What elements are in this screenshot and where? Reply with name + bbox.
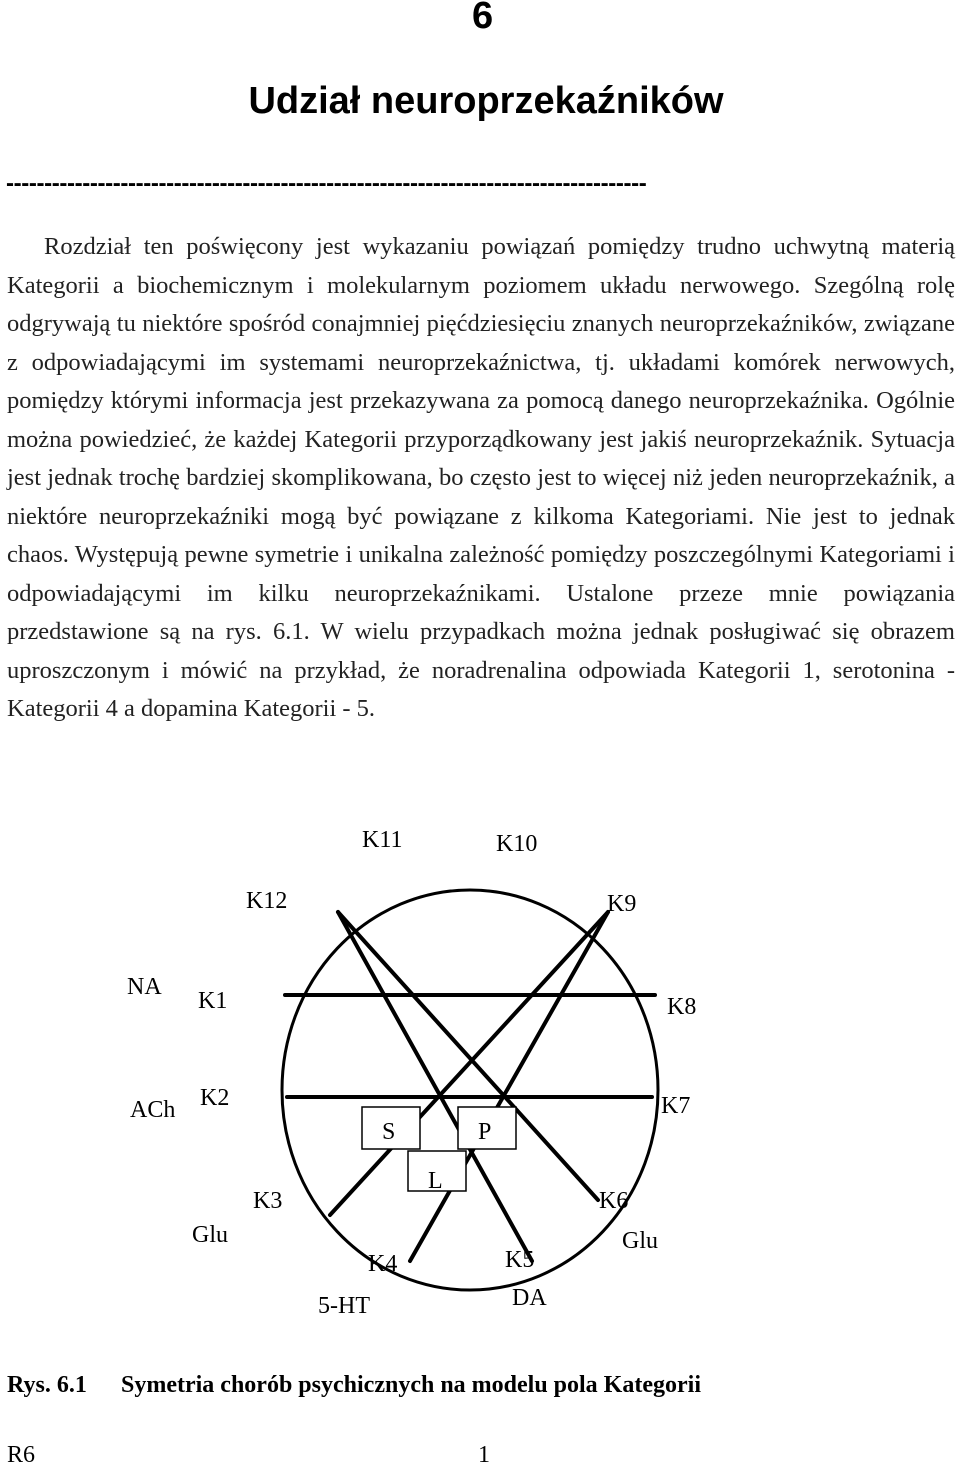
label-box-p: P bbox=[478, 1119, 492, 1145]
footer-chapter-code: R6 bbox=[7, 1442, 36, 1468]
chapter-title: Udział neuroprzekaźników bbox=[248, 80, 724, 122]
label-k1: K1 bbox=[198, 988, 228, 1014]
k12-k5-line bbox=[338, 912, 532, 1261]
k9-k4-line bbox=[410, 912, 608, 1261]
label-k12: K12 bbox=[246, 888, 288, 914]
label-k7: K7 bbox=[661, 1093, 691, 1119]
category-field-circle bbox=[282, 890, 658, 1290]
label-k8: K8 bbox=[667, 994, 697, 1020]
label-k3: K3 bbox=[253, 1188, 283, 1214]
label-box-s: S bbox=[382, 1119, 396, 1145]
figure-caption bbox=[7, 1371, 947, 1399]
label-k10: K10 bbox=[496, 831, 538, 857]
label-ach: ACh bbox=[130, 1097, 176, 1123]
chapter-number-text: 6 bbox=[472, 0, 494, 37]
category-field-drawing bbox=[0, 815, 960, 1335]
label-da: DA bbox=[512, 1285, 547, 1311]
footer-page-number: 1 bbox=[478, 1442, 490, 1468]
label-glu-left: Glu bbox=[192, 1222, 228, 1248]
dashed-separator: ------------------------------------------------------------------------------------ bbox=[6, 170, 647, 197]
chapter-number bbox=[0, 0, 960, 40]
label-k4: K4 bbox=[368, 1251, 398, 1277]
label-na: NA bbox=[127, 974, 162, 1000]
body-paragraph: Rozdział ten poświęcony jest wykazaniu powiązań pomiędzy trudno uchwytną materią Kategorii a biochemicznym i molekularnym poziomem układu nerwowego. Szególną rolę odgrywają tu niektóre spośród conajmniej pięćdziesięciu znanych neuroprzekaźników, związane z odpowiadającymi im systemami neuroprzekaźnictwa, tj. układami komórek nerwowych, pomiędzy którymi informacja jest przekazywana za pomocą danego neuroprzekaźnika. Ogólnie można powiedzieć, że każdej Kategorii przyporządkowany jest jakiś neuroprzekaźnik. Sytuacja jest jednak trochę bardziej skomplikowana, bo często jest to więcej niż jeden neuroprzekaźnik, a niektóre neuroprzekaźniki mogą być powiązane z kilkoma Kategoriami. Nie jest to jednak chaos. Występują pewne symetrie i unikalna zależność pomiędzy poszczególnymi Kategoriami i odpowiadającymi im kilku neuroprzekaźnikami. Ustalone przeze mnie powiązania przedstawione są na rys. 6.1. W wielu przypadkach można jednak posługiwać się obrazem uproszczonym i mówić na przykład, że noradrenalina odpowiada Kategorii 1, serotonina - Kategorii 4 a dopamina Kategorii - 5. bbox=[7, 233, 955, 722]
category-field-diagram bbox=[0, 815, 960, 1335]
figure-caption-text: Symetria chorób psychicznych na modelu pola Kategorii bbox=[121, 1372, 701, 1398]
label-k9: K9 bbox=[607, 891, 637, 917]
label-k11: K11 bbox=[362, 827, 403, 853]
figure-number: Rys. 6.1 bbox=[7, 1372, 87, 1398]
label-5ht: 5-HT bbox=[318, 1293, 370, 1319]
label-k2: K2 bbox=[200, 1085, 230, 1111]
label-k5: K5 bbox=[505, 1247, 535, 1273]
label-k6: K6 bbox=[599, 1188, 629, 1214]
label-glu-right: Glu bbox=[622, 1228, 658, 1254]
k3-k9-line bbox=[330, 912, 608, 1215]
label-box-l: L bbox=[428, 1168, 443, 1194]
